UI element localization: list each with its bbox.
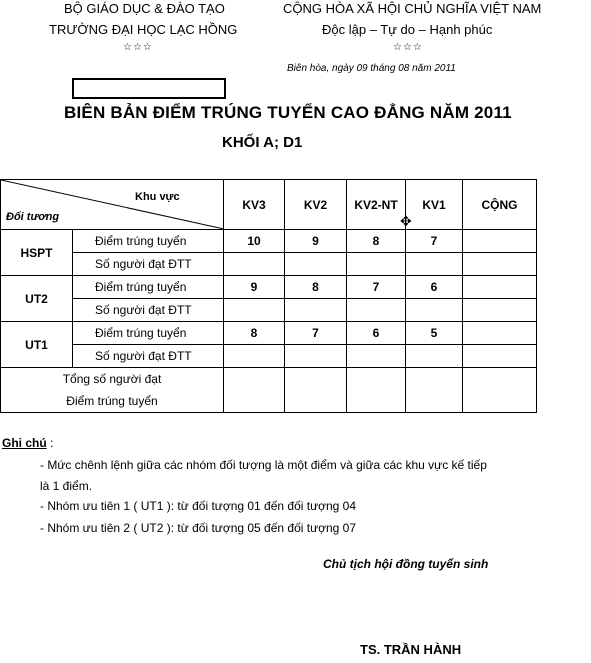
col-header-total: CỘNG xyxy=(463,180,537,230)
count-cell[interactable] xyxy=(285,253,347,276)
score-cell[interactable]: 9 xyxy=(285,230,347,253)
group-ut2: UT2 xyxy=(1,276,73,322)
score-cell[interactable]: 9 xyxy=(224,276,285,299)
notes-title xyxy=(2,436,53,450)
page-subtitle: KHỐI A; D1 xyxy=(222,134,303,151)
document-date: Biên hòa, ngày 09 tháng 08 năm 2011 xyxy=(287,63,456,74)
count-cell[interactable] xyxy=(224,345,285,368)
total-cell[interactable] xyxy=(463,368,537,413)
count-cell[interactable] xyxy=(347,253,406,276)
crosshair-cursor-icon: ✥ xyxy=(400,213,412,229)
note-item-1-cont: là 1 điểm. xyxy=(40,479,93,493)
total-label-cell xyxy=(1,368,224,413)
selected-cell[interactable] xyxy=(72,78,226,99)
count-cell[interactable] xyxy=(463,345,537,368)
count-cell[interactable] xyxy=(285,299,347,322)
group-hspt: HSPT xyxy=(1,230,73,276)
score-cell[interactable]: 7 xyxy=(406,230,463,253)
count-cell[interactable] xyxy=(285,345,347,368)
total-cell[interactable] xyxy=(406,368,463,413)
count-cell[interactable] xyxy=(224,253,285,276)
count-cell[interactable] xyxy=(347,299,406,322)
total-cell[interactable] xyxy=(224,368,285,413)
count-cell[interactable] xyxy=(224,299,285,322)
count-label: Số người đạt ĐTT xyxy=(73,253,224,276)
count-cell[interactable] xyxy=(347,345,406,368)
count-cell[interactable] xyxy=(463,299,537,322)
ministry-name: BỘ GIÁO DỤC & ĐÀO TẠO xyxy=(64,1,225,16)
group-ut1: UT1 xyxy=(1,322,73,368)
score-cell[interactable] xyxy=(463,276,537,299)
total-cell[interactable] xyxy=(347,368,406,413)
score-cell[interactable]: 8 xyxy=(224,322,285,345)
count-cell[interactable] xyxy=(406,299,463,322)
col-header-kv1: KV1 xyxy=(406,180,463,230)
total-cell[interactable] xyxy=(285,368,347,413)
page-title: BIÊN BẢN ĐIỂM TRÚNG TUYỂN CAO ĐẲNG NĂM 2011 xyxy=(64,103,512,122)
count-label: Số người đạt ĐTT xyxy=(73,299,224,322)
score-table xyxy=(0,179,537,413)
total-count-label: Tổng số người đạt xyxy=(62,372,162,386)
score-cell[interactable]: 7 xyxy=(347,276,406,299)
score-cell[interactable]: 8 xyxy=(347,230,406,253)
signature-role: Chủ tịch hội đồng tuyển sinh xyxy=(323,557,489,571)
score-cell[interactable]: 10 xyxy=(224,230,285,253)
subject-header: Đối tương xyxy=(6,211,60,223)
col-header-kv2-nt: KV2-NT xyxy=(347,180,406,230)
score-cell[interactable]: 6 xyxy=(347,322,406,345)
total-score-label: Điểm trúng tuyển xyxy=(66,394,158,408)
right-stars: ☆☆☆ xyxy=(393,42,423,53)
score-cell[interactable]: 5 xyxy=(406,322,463,345)
left-stars: ☆☆☆ xyxy=(123,42,153,53)
score-cell[interactable] xyxy=(463,230,537,253)
signature-name: TS. TRẦN HÀNH xyxy=(360,642,462,657)
header-corner-cell xyxy=(1,180,224,230)
score-label: Điểm trúng tuyển xyxy=(73,276,224,299)
school-name: TRƯỜNG ĐẠI HỌC LẠC HỒNG xyxy=(49,22,238,37)
col-header-kv3: KV3 xyxy=(224,180,285,230)
score-label: Điểm trúng tuyển xyxy=(73,322,224,345)
notes-colon: : xyxy=(46,436,54,450)
score-cell[interactable] xyxy=(463,322,537,345)
notes-title-text: Ghi chú xyxy=(2,436,47,450)
score-label: Điểm trúng tuyển xyxy=(73,230,224,253)
score-cell[interactable]: 8 xyxy=(285,276,347,299)
note-item-2: - Nhóm ưu tiên 1 ( UT1 ): từ đối tượng 01 đến đối tượng 04 xyxy=(40,499,357,513)
note-item-1: - Mức chênh lệnh giữa các nhóm đối tượng là một điểm và giữa các khu vực kế tiếp xyxy=(40,458,487,472)
count-cell[interactable] xyxy=(406,345,463,368)
count-label: Số người đạt ĐTT xyxy=(73,345,224,368)
note-item-3: - Nhóm ưu tiên 2 ( UT2 ): từ đối tượng 05 đến đối tượng 07 xyxy=(40,521,357,535)
col-header-kv2: KV2 xyxy=(285,180,347,230)
count-cell[interactable] xyxy=(463,253,537,276)
score-cell[interactable]: 7 xyxy=(285,322,347,345)
national-motto: Độc lập – Tự do – Hạnh phúc xyxy=(322,22,493,37)
count-cell[interactable] xyxy=(406,253,463,276)
republic-name: CỘNG HÒA XÃ HỘI CHỦ NGHĨA VIỆT NAM xyxy=(283,1,542,16)
region-header: Khu vực xyxy=(135,191,180,203)
score-cell[interactable]: 6 xyxy=(406,276,463,299)
